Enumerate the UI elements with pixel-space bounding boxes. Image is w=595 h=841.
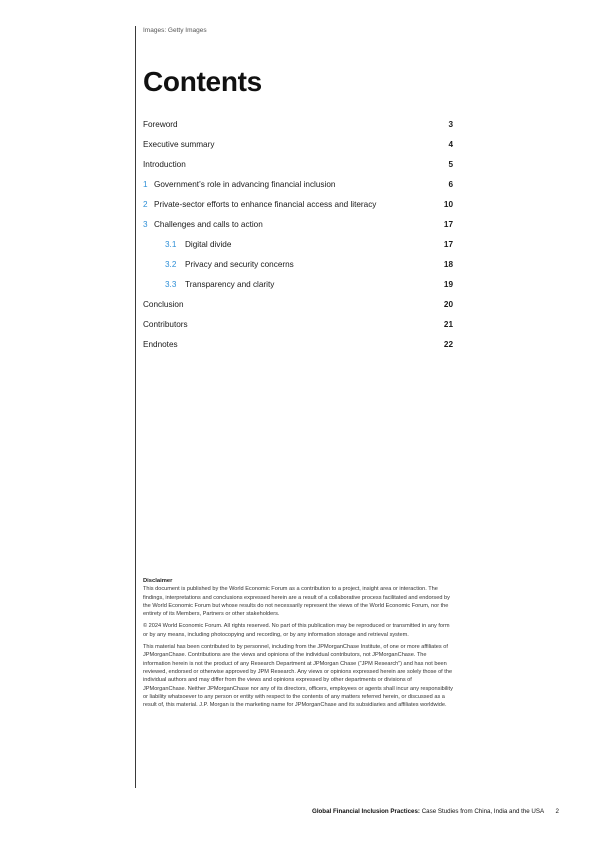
footer-title: Global Financial Inclusion Practices: — [312, 808, 420, 815]
toc-number: 3.3 — [165, 280, 177, 289]
toc-label: Transparency and clarity — [185, 280, 275, 289]
toc-number: 3.2 — [165, 260, 177, 269]
toc-item-section-3-2[interactable] — [143, 255, 453, 275]
toc-label: Contributors — [143, 320, 188, 329]
toc-label: Privacy and security concerns — [185, 260, 294, 269]
toc-label: Foreword — [143, 120, 178, 129]
toc-page: 18 — [443, 260, 453, 269]
footer-subtitle: Case Studies from China, India and the USA — [421, 808, 544, 815]
toc-item-chapter-3[interactable] — [143, 215, 453, 235]
toc-label: Private-sector efforts to enhance financial access and literacy — [154, 200, 377, 209]
toc-item-endnotes[interactable] — [143, 335, 453, 355]
toc-item-conclusion[interactable] — [143, 295, 453, 315]
toc-number: 1 — [143, 180, 148, 189]
toc-number: 3.1 — [165, 240, 177, 249]
toc-label: Digital divide — [185, 240, 232, 249]
toc-page: 21 — [443, 320, 453, 329]
toc-item-foreword[interactable] — [143, 115, 453, 135]
page-number: 2 — [555, 808, 559, 815]
toc-page: 17 — [443, 240, 453, 249]
toc-label: Conclusion — [143, 300, 184, 309]
toc-item-contributors[interactable] — [143, 315, 453, 335]
contribution-paragraph: This material has been contributed to by personnel, including from the JPMorganChase Institute, of one or more affiliates of JPMorganChase. Contributions are the views and opinions of the individual contributors, not JPMorganChase. The information herein is not the product of any Research Department at JPMorgan Chase (“JPM Research”) and has not been reviewed, endorsed or otherwise approved by JPM Research. Any views or opinions expressed herein are solely those of the individual authors and may differ from the views and opinions expressed by other departments or divisions of JPMorganChase. Neither JPMorganChase nor any of its directors, officers, employees or agents shall incur any responsibility or liability whatsoever to any person or entity with respect to the contents of any matters referred herein, or discussed as a result of, this material. J.P. Morgan is the marketing name for JPMorganChase and its subsidiaries and affiliates worldwide. — [143, 644, 453, 709]
toc-item-section-3-3[interactable] — [143, 275, 453, 295]
toc-page: 5 — [448, 160, 453, 169]
disclaimer — [143, 577, 455, 713]
table-of-contents — [143, 115, 453, 355]
disclaimer-heading: Disclaimer — [143, 578, 173, 584]
toc-item-chapter-2[interactable] — [143, 195, 453, 215]
toc-item-chapter-1[interactable] — [143, 175, 453, 195]
toc-label: Endnotes — [143, 340, 178, 349]
toc-label: Government’s role in advancing financial inclusion — [154, 180, 336, 189]
toc-item-section-3-1[interactable] — [143, 235, 453, 255]
toc-page: 10 — [443, 200, 453, 209]
toc-item-introduction[interactable] — [143, 155, 453, 175]
toc-number: 3 — [143, 220, 148, 229]
copyright-paragraph: © 2024 World Economic Forum. All rights reserved. No part of this publication may be reproduced or transmitted in any form or by any means, including photocopying and recording, or by any information storage and retrieval system. — [143, 623, 450, 638]
page-footer — [312, 808, 559, 815]
toc-page: 19 — [443, 280, 453, 289]
toc-page: 4 — [448, 140, 453, 149]
toc-page: 20 — [443, 300, 453, 309]
disclaimer-paragraph: This document is published by the World Economic Forum as a contribution to a project, insight area or interaction. The findings, interpretations and conclusions expressed herein are a result of a collaborative process facilitated and endorsed by the World Economic Forum but whose results do not necessarily represent the views of the World Economic Forum, nor the entirety of its Members, Partners or other stakeholders. — [143, 586, 450, 618]
toc-item-executive-summary[interactable] — [143, 135, 453, 155]
image-credit: Images: Getty Images — [143, 27, 207, 34]
toc-number: 2 — [143, 200, 148, 209]
toc-label: Challenges and calls to action — [154, 220, 263, 229]
toc-page: 22 — [443, 340, 453, 349]
toc-label: Introduction — [143, 160, 186, 169]
margin-rule — [135, 26, 136, 788]
page-title: Contents — [143, 66, 262, 97]
toc-page: 17 — [443, 220, 453, 229]
toc-page: 3 — [448, 120, 453, 129]
toc-page: 6 — [448, 180, 453, 189]
toc-label: Executive summary — [143, 140, 215, 149]
